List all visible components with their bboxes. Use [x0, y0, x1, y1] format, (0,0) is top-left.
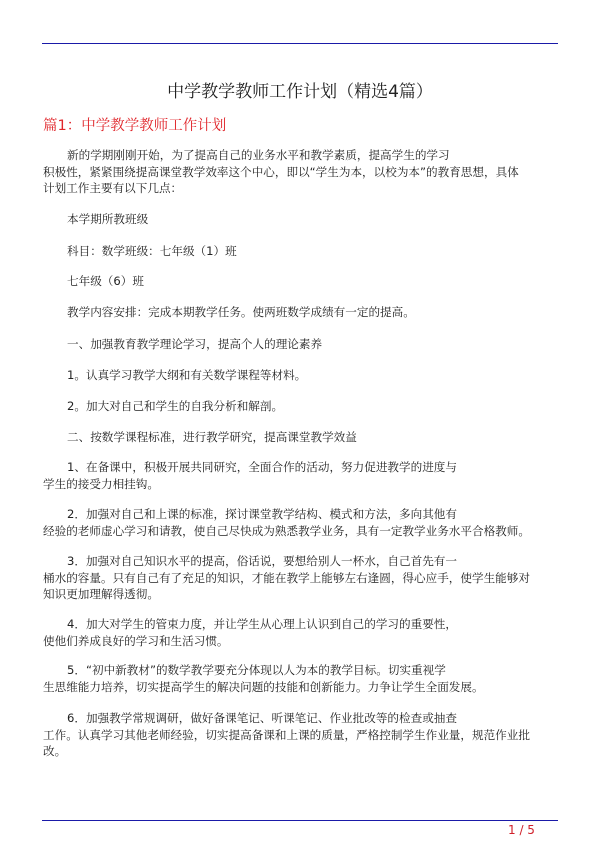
footer-rule [42, 820, 558, 821]
paragraph [43, 304, 563, 321]
paragraph [43, 398, 563, 415]
paragraph-line: 生思维能力培养，切实提高学生的解决问题的技能和创新能力。力争让学生全面发展。 [43, 679, 484, 694]
paragraph [43, 429, 563, 446]
section-heading: 篇1：中学教学教师工作计划 [43, 118, 227, 134]
paragraph [43, 710, 563, 760]
paragraph-line: 1。认真学习教学大纲和有关数学课程等材料。 [67, 368, 307, 382]
paragraph-line: 3．加强对自己知识水平的提高，俗话说，要想给别人一杯水，自己首先有一 [67, 554, 457, 568]
paragraph-line: 学生的接受力相挂钩。 [43, 476, 159, 491]
paragraph [43, 616, 563, 649]
paragraph [43, 662, 563, 695]
header-rule [42, 43, 558, 44]
paragraph [43, 506, 563, 539]
paragraph [43, 273, 563, 290]
paragraph-line: 教学内容安排：完成本期教学任务。使两班数学成绩有一定的提高。 [67, 305, 415, 319]
paragraph-line: 5．“初中新教材”的数学教学要充分体现以人为本的教学目标。切实重视学 [67, 663, 446, 677]
paragraph [43, 367, 563, 384]
page-indicator: 1 / 5 [508, 823, 535, 837]
paragraph-line: 使他们养成良好的学习和生活习惯。 [43, 633, 229, 648]
paragraph-line: 6．加强教学常规调研，做好备课笔记、听课笔记、作业批改等的检查或抽查 [67, 711, 457, 725]
paragraph-line: 1、在备课中，积极开展共同研究，全面合作的活动，努力促进教学的进度与 [67, 460, 457, 474]
paragraph [43, 147, 563, 197]
paragraph-line: 工作。认真学习其他老师经验，切实提高备课和上课的质量，严格控制学生作业量，规范作业批 [43, 727, 530, 742]
paragraph [43, 211, 563, 228]
paragraph-line: 一、加强教育教学理论学习，提高个人的理论素养 [67, 337, 323, 351]
paragraph-line: 2．加强对自己和上课的标准，探讨课堂教学结构、模式和方法，多向其他有 [67, 507, 457, 521]
paragraph-line: 七年级（6）班 [67, 274, 144, 288]
paragraph-line: 二、按数学课程标准，进行教学研究，提高课堂教学效益 [67, 430, 357, 444]
paragraph-line: 2。加大对自己和学生的自我分析和解剖。 [67, 399, 284, 413]
paragraph-line: 经验的老师虚心学习和请教，使自己尽快成为熟悉教学业务，具有一定教学业务水平合格教师。 [43, 523, 530, 538]
paragraph-line: 4．加大对学生的管束力度，并让学生从心理上认识到自己的学习的重要性， [67, 617, 457, 631]
paragraph [43, 459, 563, 492]
paragraph-line: 计划工作主要有以下几点： [43, 181, 183, 195]
paragraph [43, 243, 563, 260]
paragraph [43, 336, 563, 353]
paragraph-line: 改。 [43, 744, 67, 758]
paragraph-line: 本学期所教班级 [67, 212, 149, 226]
paragraph-line: 积极性，紧紧围绕提高课堂教学效率这个中心，即以“学生为本，以校为本”的教育思想，具体 [43, 164, 519, 179]
paragraph-line: 知识更加理解得透彻。 [43, 587, 159, 601]
paragraph [43, 553, 563, 603]
paragraph-line: 新的学期刚刚开始，为了提高自己的业务水平和教学素质，提高学生的学习 [67, 148, 450, 162]
paragraph-line: 科目：数学班级：七年级（1）班 [67, 244, 237, 258]
document-title: 中学教学教师工作计划（精选4篇） [167, 82, 433, 102]
paragraph-line: 桶水的容量。只有自己有了充足的知识，才能在教学上能够左右逢圆，得心应手，使学生能够对 [43, 570, 530, 585]
